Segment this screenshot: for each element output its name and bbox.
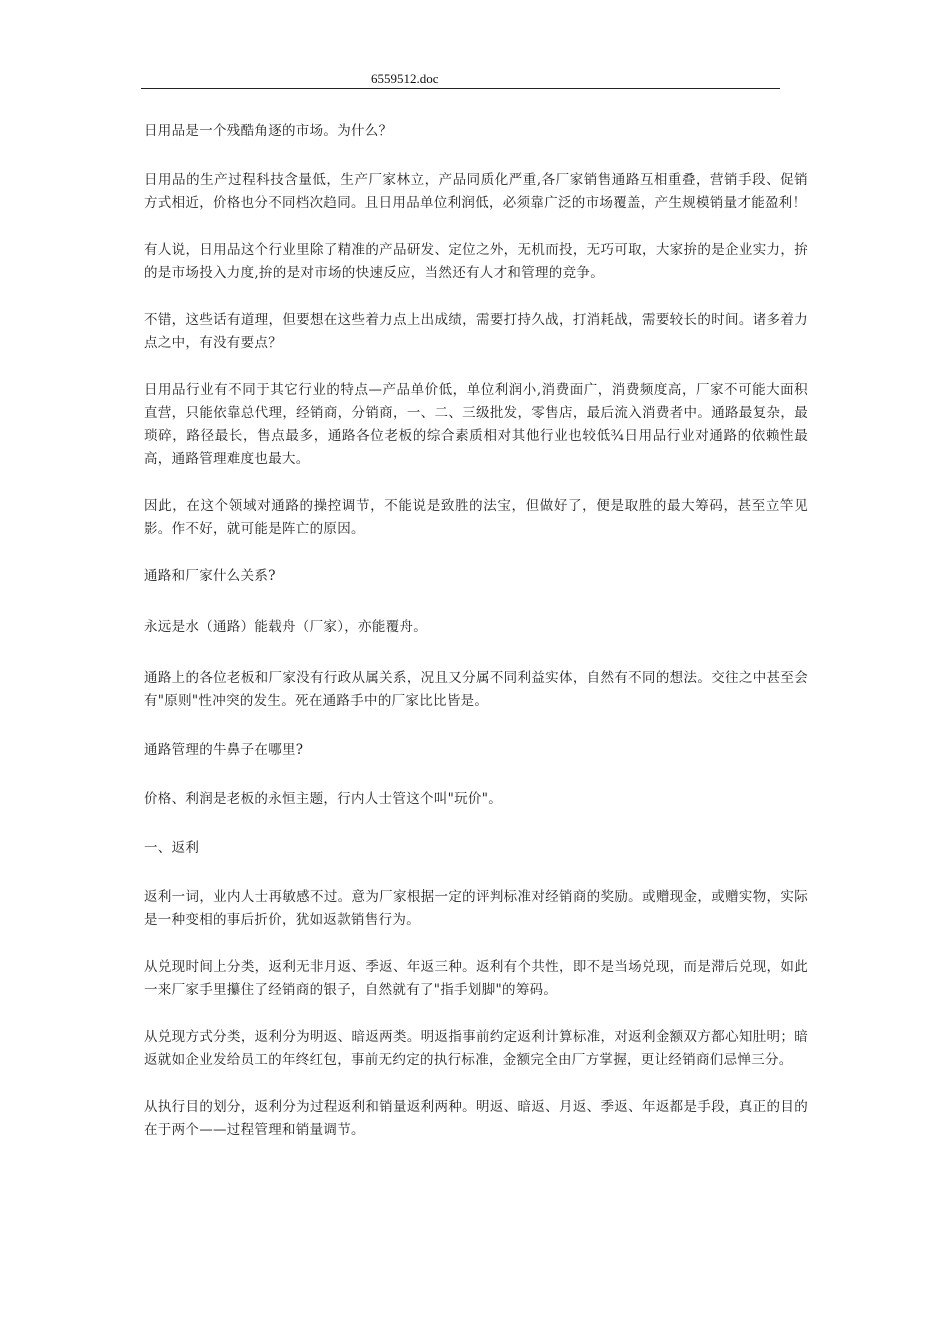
section-question: 通路和厂家什么关系? <box>144 568 276 584</box>
paragraph: 从兑现时间上分类，返利无非月返、季返、年返三种。返利有个共性，即不是当场兑现，而是滞后兑现，如此一来厂家手里攥住了经销商的银子，自然就有了"指手划脚"的筹码。 <box>144 959 808 998</box>
paragraph: 因此，在这个领域对通路的操控调节，不能说是致胜的法宝，但做好了，便是取胜的最大筹码，甚至立竿见影。作不好，就可能是阵亡的原因。 <box>144 498 808 537</box>
paragraph: 有人说，日用品这个行业里除了精准的产品研发、定位之外，无机而投，无巧可取，大家拚的是企业实力，拚的是市场投入力度,拚的是对市场的快速反应，当然还有人才和管理的竞争。 <box>144 242 808 281</box>
paragraph: 返利一词，业内人士再敏感不过。意为厂家根据一定的评判标准对经销商的奖励。或赠现金，或赠实物，实际是一种变相的事后折价，犹如返款销售行为。 <box>144 889 808 928</box>
paragraph: 从执行目的划分，返利分为过程返利和销量返利两种。明返、暗返、月返、季返、年返都是手段，真正的目的在于两个——过程管理和销量调节。 <box>144 1099 808 1138</box>
paragraph: 从兑现方式分类，返利分为明返、暗返两类。明返指事前约定返利计算标准，对返利金额双方都心知肚明；暗返就如企业发给员工的年终红包，事前无约定的执行标准，金额完全由厂方掌握，更让经销商们忌惮三分。 <box>144 1029 808 1068</box>
section-question: 通路管理的牛鼻子在哪里? <box>144 742 304 758</box>
paragraph: 不错，这些话有道理，但要想在这些着力点上出成绩，需要打持久战，打消耗战，需要较长的时间。诸多着力点之中，有没有要点？ <box>144 312 808 351</box>
paragraph: 通路上的各位老板和厂家没有行政从属关系，况且又分属不同利益实体，自然有不同的想法。交往之中甚至会有"原则"性冲突的发生。死在通路手中的厂家比比皆是。 <box>144 670 808 709</box>
page-header <box>141 70 780 89</box>
paragraph: 日用品行业有不同于其它行业的特点—产品单价低，单位利润小,消费面广，消费频度高，厂家不可能大面积直营，只能依靠总代理，经销商，分销商，一、二、三级批发，零售店，最后流入消费者中。通路最复杂，最琐碎，路径最长，售点最多，通路各位老板的综合素质相对其他行业也较低¾日用品行业对通路的依赖性最高，通路管理难度也最大。 <box>144 382 808 467</box>
paragraph: 价格、利润是老板的永恒主题，行内人士管这个叫"玩价"。 <box>144 791 503 807</box>
section-heading: 一、返利 <box>144 840 200 856</box>
paragraph: 日用品是一个残酷角逐的市场。为什么？ <box>144 123 393 139</box>
paragraph: 永远是水（通路）能载舟（厂家），亦能覆舟。 <box>144 619 428 635</box>
document-filename: 6559512.doc <box>371 71 439 86</box>
paragraph: 日用品的生产过程科技含量低，生产厂家林立，产品同质化严重,各厂家销售通路互相重叠，营销手段、促销方式相近，价格也分不同档次趋同。且日用品单位利润低，必须靠广泛的市场覆盖，产生规模销量才能盈利！ <box>144 172 808 211</box>
document-body <box>144 120 808 1142</box>
